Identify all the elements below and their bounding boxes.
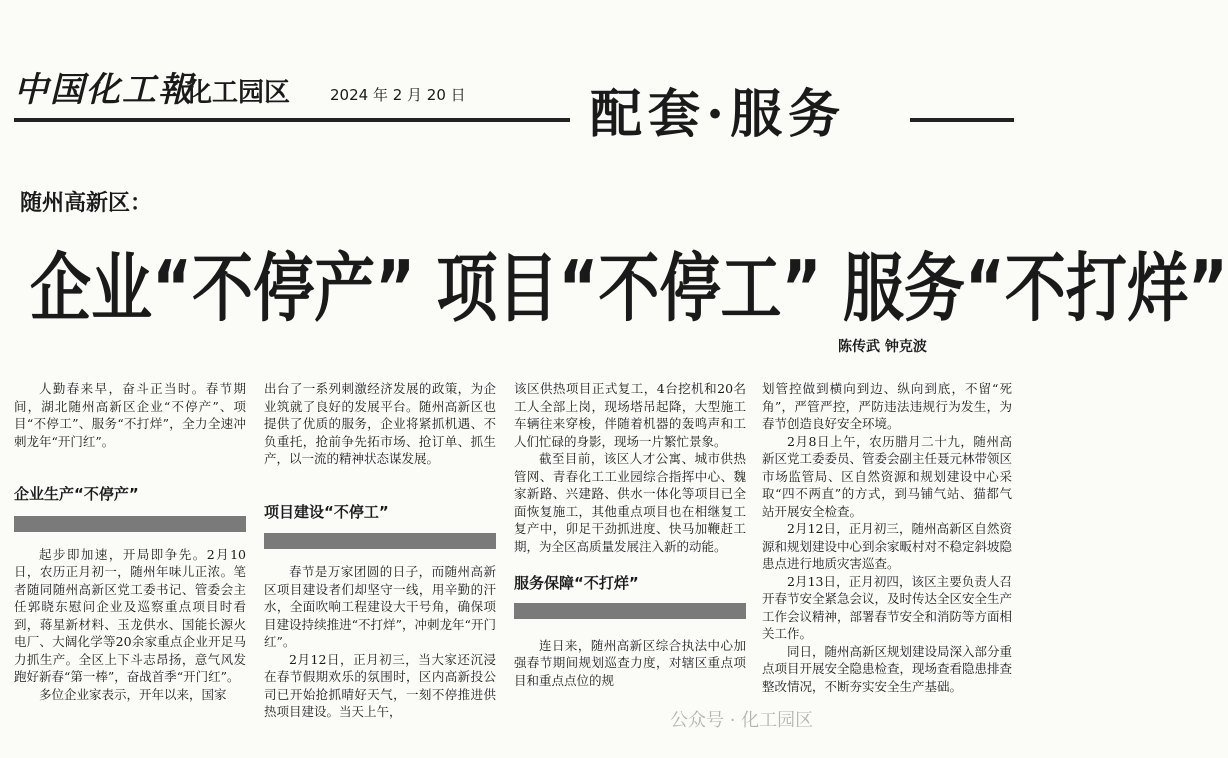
paragraph: 截至目前，该区人才公寓、城市供热管网、青春化工工业园综合指挥中心、魏家新路、兴建路、供水一体化等项目已全面恢复施工，其他重点项目也在相继复工复产中，卯足干劲抓进度、快马加鞭赶工期，为全区高质量发展注入新的动能。 (514, 451, 746, 554)
article-kicker: 随州高新区： (20, 191, 153, 216)
article-column-4 (762, 380, 1012, 695)
subhead: 项目建设“不停工” (264, 502, 389, 521)
newspaper-logo: 中国化工報 (14, 70, 194, 110)
watermark: 公众号 · 化工园区 (670, 710, 814, 731)
paragraph: 春节是万家团圆的日子，而随州高新区项目建设者们却坚守一线，用辛勤的汗水，全面吹响工程建设大干号角，确保项目建设持续推进“不打烊”，冲刺龙年“开门红”。 (264, 564, 496, 649)
paragraph: 多位企业家表示，开年以来，国家 (39, 686, 227, 702)
header-rule-right (910, 118, 1014, 122)
paragraph: 同日，随州高新区规划建设局深入部分重点项目开展安全隐患检查，现场查看隐患排查整改情况，不断夯实安全生产基础。 (762, 643, 1013, 694)
paragraph: 划管控做到横向到边、纵向到底，不留“死角”，严管严控，严防违法违规行为发生，为春节创造良好安全环境。 (762, 381, 1012, 431)
article-column-3 (514, 380, 746, 689)
article-headline: 企业“不停产” 项目“不停工” 服务“不打烊” (30, 245, 1228, 333)
paragraph: 人勤春来早，奋斗正当时。春节期间，湖北随州高新区企业“不停产”、项目“不停工”、服务“不打烊”，全力全速冲刺龙年“开门红”。 (14, 381, 246, 449)
article-column-1 (14, 380, 246, 703)
issue-date: 2024 年 2 月 20 日 (330, 86, 466, 104)
paragraph: 2月12日，正月初三，当大家还沉浸在春节假期欢乐的氛围时，区内高新投公司已开始抢抓晴好天气，一刻不停推进供热项目建设。当天上午， (264, 651, 496, 719)
article-column-2 (264, 380, 496, 721)
subhead: 服务保障“不打烊” (514, 574, 639, 592)
article-byline: 陈传武 钟克波 (838, 339, 927, 355)
paragraph: 起步即加速，开局即争先。2月10日，农历正月初一，随州年味儿正浓。笔者随同随州高新区党工委书记、管委会主任郭晓东慰问企业及巡察重点项目时看到，蒋星新材料、玉龙供水、国能长源火电厂、大阔化学等20余家重点企业开足马力抓生产。全区上下斗志昂扬，意气风发跑好新春“第一棒”，奋战首季“开门红”。 (14, 546, 246, 684)
paragraph: 2月12日，正月初三，随州高新区自然资源和规划建设中心到余家畈村对不稳定斜坡隐患点进行地质灾害巡查。 (762, 521, 1013, 571)
header-rule (14, 118, 570, 122)
subhead: 企业生产“不停产” (14, 485, 139, 503)
paragraph: 2月8日上午，农历腊月二十九，随州高新区党工委委员、管委会副主任聂元林带领区市场监管局、区自然资源和规划建设中心采取“四不两直”的方式，到马铺气站、猫都气站开展安全检查。 (762, 433, 1013, 519)
paragraph: 2月13日，正月初四，该区主要负责人召开春节安全紧急会议，及时传达全区安全生产工作会议精神，部署春节安全和消防等方面相关工作。 (762, 573, 1013, 641)
section-name: 化工园区 (186, 78, 291, 108)
subhead-bar (514, 603, 746, 619)
paragraph: 该区供热项目正式复工，4台挖机和20名工人全部上岗，现场塔吊起降，大型施工车辆往来穿梭，伴随着机器的轰鸣声和工人们忙碌的身影，现场一片繁忙景象。 (514, 381, 746, 449)
paragraph: 连日来，随州高新区综合执法中心加强春节期间规划巡查力度，对辖区重点项目和重点点位的规 (514, 637, 746, 688)
paragraph: 出台了一系列刺激经济发展的政策，为企业筑就了良好的发展平台。随州高新区也提供了优质的服务，企业将紧抓机遇、不负重托，抢前争先拓市场、抢订单、抓生产，以一流的精神状态谋发展。 (264, 381, 496, 466)
subhead-bar (14, 516, 246, 532)
page-title: 配套·服务 (590, 84, 847, 145)
subhead-bar (264, 533, 496, 549)
